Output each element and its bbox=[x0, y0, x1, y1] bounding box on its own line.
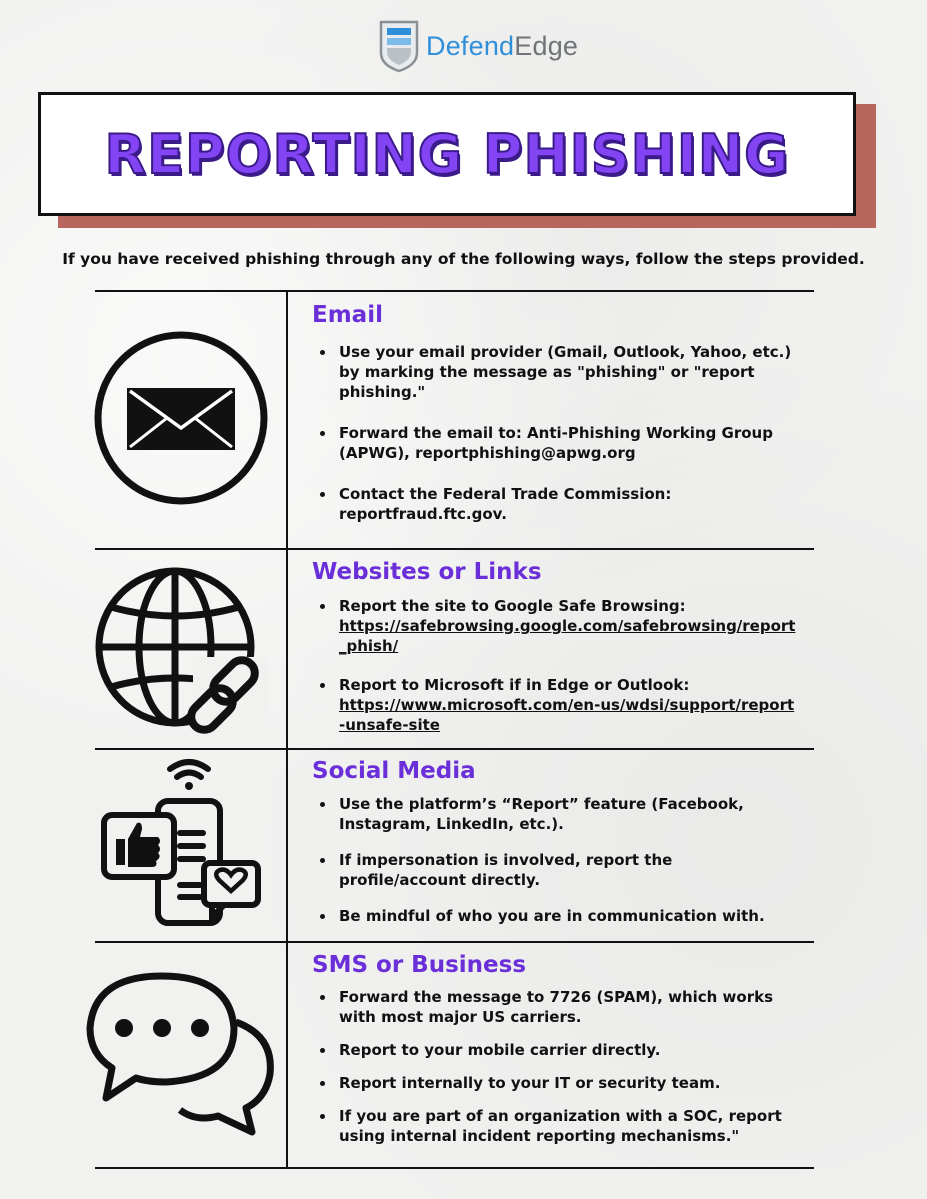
brand-name-defend: Defend bbox=[426, 30, 515, 61]
title-box bbox=[38, 92, 856, 216]
brand-logo bbox=[378, 18, 578, 74]
social-bullet-list bbox=[312, 794, 800, 926]
section-heading-sms: SMS or Business bbox=[312, 952, 527, 978]
page-title: REPORTING PHISHING bbox=[104, 122, 790, 186]
websites-bullet-list bbox=[312, 596, 800, 735]
microsoft-report-link[interactable]: https://www.microsoft.com/en-us/wdsi/support/report-unsafe-site bbox=[339, 696, 795, 734]
email-bullet-3: Contact the Federal Trade Commission: reportfraud.ftc.gov. bbox=[312, 484, 800, 524]
shield-logo-icon bbox=[378, 19, 420, 73]
sms-bullet-3: Report internally to your IT or security team. bbox=[312, 1073, 800, 1093]
section-heading-social: Social Media bbox=[312, 758, 476, 784]
google-safe-browsing-link[interactable]: https://safebrowsing.google.com/safebrowsing/report_phish/ bbox=[339, 617, 796, 655]
social-bullet-3: Be mindful of who you are in communication with. bbox=[312, 906, 800, 926]
row-divider-1 bbox=[95, 548, 814, 550]
table-bottom-rule bbox=[95, 1167, 814, 1169]
sms-bullet-2: Report to your mobile carrier directly. bbox=[312, 1040, 800, 1060]
email-bullet-1: Use your email provider (Gmail, Outlook, Yahoo, etc.) by marking the message as "phishing" or "report phishing." bbox=[312, 342, 800, 402]
row-divider-2 bbox=[95, 748, 814, 750]
row-divider-3 bbox=[95, 941, 814, 943]
websites-bullet-2 bbox=[312, 675, 800, 735]
websites-bullet-2-text: Report to Microsoft if in Edge or Outlook: bbox=[339, 676, 690, 694]
social-bullet-2: If impersonation is involved, report the profile/account directly. bbox=[312, 850, 800, 890]
intro-text: If you have received phishing through any of the following ways, follow the steps provided. bbox=[62, 250, 865, 268]
table-top-rule bbox=[95, 290, 814, 292]
globe-link-icon bbox=[93, 565, 269, 741]
social-bullet-1: Use the platform’s “Report” feature (Facebook, Instagram, LinkedIn, etc.). bbox=[312, 794, 800, 834]
websites-bullet-1 bbox=[312, 596, 800, 656]
sms-bullet-1: Forward the message to 7726 (SPAM), which works with most major US carriers. bbox=[312, 987, 800, 1027]
email-bullet-list bbox=[312, 342, 800, 524]
websites-bullet-1-text: Report the site to Google Safe Browsing: bbox=[339, 597, 686, 615]
brand-name-edge: Edge bbox=[514, 30, 579, 61]
column-divider bbox=[286, 291, 288, 1168]
brand-name bbox=[426, 31, 578, 62]
envelope-icon bbox=[93, 330, 269, 506]
sms-bullet-list bbox=[312, 987, 800, 1146]
section-heading-email: Email bbox=[312, 302, 383, 328]
email-bullet-2: Forward the email to: Anti-Phishing Working Group (APWG), reportphishing@apwg.org bbox=[312, 423, 800, 463]
chat-bubbles-icon bbox=[86, 970, 278, 1136]
social-phone-icon bbox=[100, 757, 262, 929]
sms-bullet-4: If you are part of an organization with a SOC, report using internal incident reporting mechanisms." bbox=[312, 1106, 800, 1146]
section-heading-websites: Websites or Links bbox=[312, 559, 542, 585]
